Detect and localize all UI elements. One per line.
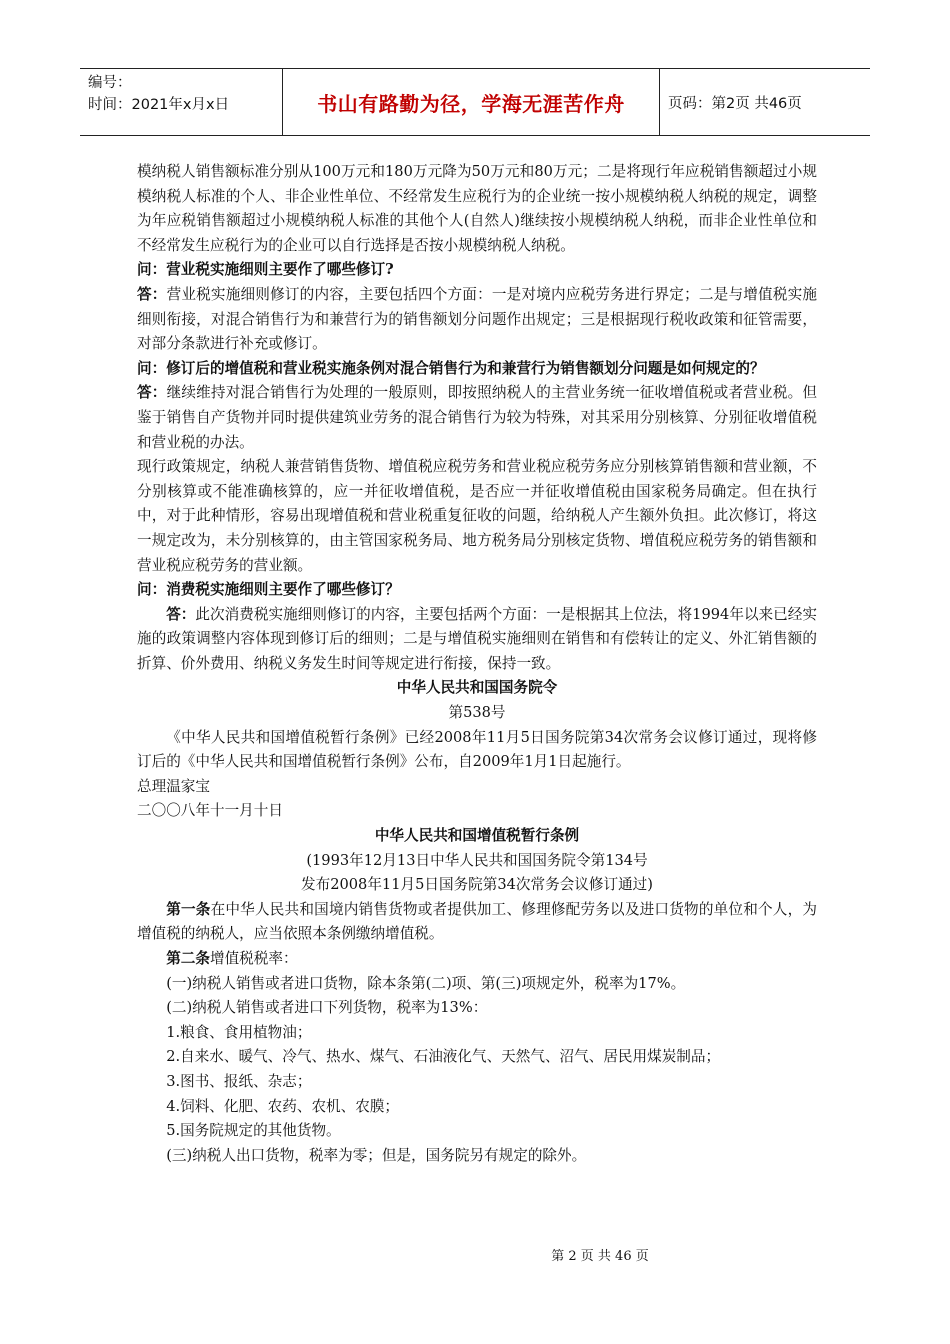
question: 问：消费税实施细则主要作了哪些修订？ bbox=[137, 581, 400, 599]
header-page-label: 页码：第2页 共46页 bbox=[668, 95, 802, 112]
answer-label: 答： bbox=[137, 285, 167, 303]
article-text: 在中华人民共和国境内销售货物或者提供加工、修理修配劳务以及进口货物的单位和个人，为增值税的纳税人，应当依照本条例缴纳增值税。 bbox=[137, 900, 817, 943]
list-item: (三)纳税人出口货物，税率为零；但是，国务院另有规定的除外。 bbox=[166, 1146, 587, 1164]
paragraph: 现行政策规定，纳税人兼营销售货物、增值税应税劳务和营业税应税劳务应分别核算销售额和营业额，不分别核算或不能准确核算的，应一并征收增值税，是否应一并征收增值税由国家税务局确定。但在执行中，对于此种情形，容易出现增值税和营业税重复征收的问题，给纳税人产生额外负担。此次修订，将这一规定改为，未分别核算的，由主管国家税务局、地方税务局分别核定货物、增值税应税劳务的销售额和营业税应税劳务的营业额。 bbox=[137, 458, 817, 574]
header-motto: 书山有路勤为径，学海无涯苦作舟 bbox=[282, 69, 660, 135]
answer-label: 答： bbox=[137, 384, 167, 402]
article-label: 第二条 bbox=[166, 950, 210, 967]
question: 问：营业税实施细则主要作了哪些修订? bbox=[137, 261, 394, 279]
page-footer bbox=[0, 1245, 950, 1264]
answer-text: 继续维持对混合销售行为处理的一般原则，即按照纳税人的主营业务统一征收增值税或者营业税。但鉴于销售自产货物并同时提供建筑业劳务的混合销售行为较为特殊，对其采用分别核算、分别征收增值税和营业税的办法。 bbox=[137, 384, 817, 451]
list-item: 5.国务院规定的其他货物。 bbox=[166, 1122, 341, 1140]
regulation-title: 中华人民共和国增值税暂行条例 bbox=[374, 827, 580, 845]
regulation-subtitle-1: (1993年12月13日中华人民共和国国务院令第134号 bbox=[306, 851, 648, 869]
signatory: 总理温家宝 bbox=[137, 777, 210, 795]
decree-date: 二〇〇八年十一月十日 bbox=[137, 802, 283, 820]
answer-paragraph bbox=[137, 603, 817, 677]
list-item: 3.图书、报纸、杂志； bbox=[166, 1072, 312, 1090]
answer-text: 营业税实施细则修订的内容，主要包括四个方面：一是对境内应税劳务进行界定；二是与增值税实施细则衔接，对混合销售行为和兼营行为的销售额划分问题作出规定；三是根据现行税收政策和征管需要，对部分条款进行补充或修订。 bbox=[137, 285, 817, 353]
article-text: 增值税税率： bbox=[209, 950, 298, 967]
list-item: 1.粮食、食用植物油； bbox=[166, 1023, 312, 1041]
page-header bbox=[80, 68, 870, 136]
question: 问：修订后的增值税和营业税实施条例对混合销售行为和兼营行为销售额划分问题是如何规定的？ bbox=[137, 359, 765, 377]
article-paragraph bbox=[137, 947, 817, 972]
paragraph: 模纳税人销售额标准分别从100万元和180万元降为50万元和80万元；二是将现行年应税销售额超过小规模纳税人标准的个人、非企业性单位、不经常发生应税行为的企业统一按小规模纳税人纳税的规定，调整为年应税销售额超过小规模纳税人标准的其他个人(自然人)继续按小规模纳税人纳税，而非企业性单位和不经常发生应税行为的企业可以自行选择是否按小规模纳税人纳税。 bbox=[137, 163, 817, 254]
document-number-label: 编号： bbox=[88, 75, 132, 91]
article-paragraph bbox=[137, 898, 817, 947]
answer-paragraph bbox=[137, 283, 817, 357]
document-body bbox=[137, 160, 817, 1168]
list-item: (一)纳税人销售或者进口货物，除本条第(二)项、第(三)项规定外，税率为17%。 bbox=[166, 974, 686, 992]
decree-title: 中华人民共和国国务院令 bbox=[396, 679, 558, 697]
footer-page-number: 第 2 页 共 46 页 bbox=[551, 1249, 649, 1264]
answer-text: 此次消费税实施细则修订的内容，主要包括两个方面：一是根据其上位法，将1994年以来已经实施的政策调整内容体现到修订后的细则；二是与增值税实施细则在销售和有偿转让的定义、外汇销售额的折算、价外费用、纳税义务发生时间等规定进行衔接，保持一致。 bbox=[137, 605, 817, 672]
list-item: 2.自来水、暖气、冷气、热水、煤气、石油液化气、天然气、沼气、居民用煤炭制品； bbox=[166, 1048, 721, 1066]
article-label: 第一条 bbox=[166, 900, 211, 918]
regulation-subtitle-2: 发布2008年11月5日国务院第34次常务会议修订通过) bbox=[301, 876, 653, 894]
list-item: 4.饲料、化肥、农药、农机、农膜； bbox=[166, 1097, 400, 1115]
paragraph: 《中华人民共和国增值税暂行条例》已经2008年11月5日国务院第34次常务会议修订通过，现将修订后的《中华人民共和国增值税暂行条例》公布，自2009年1月1日起施行。 bbox=[137, 728, 817, 771]
header-meta bbox=[80, 69, 282, 135]
document-time-label: 时间：2021年x月x日 bbox=[88, 97, 230, 113]
answer-label: 答： bbox=[166, 605, 196, 623]
answer-paragraph bbox=[137, 381, 817, 455]
decree-number: 第538号 bbox=[448, 704, 506, 722]
list-item: (二)纳税人销售或者进口下列货物，税率为13%： bbox=[166, 999, 488, 1017]
